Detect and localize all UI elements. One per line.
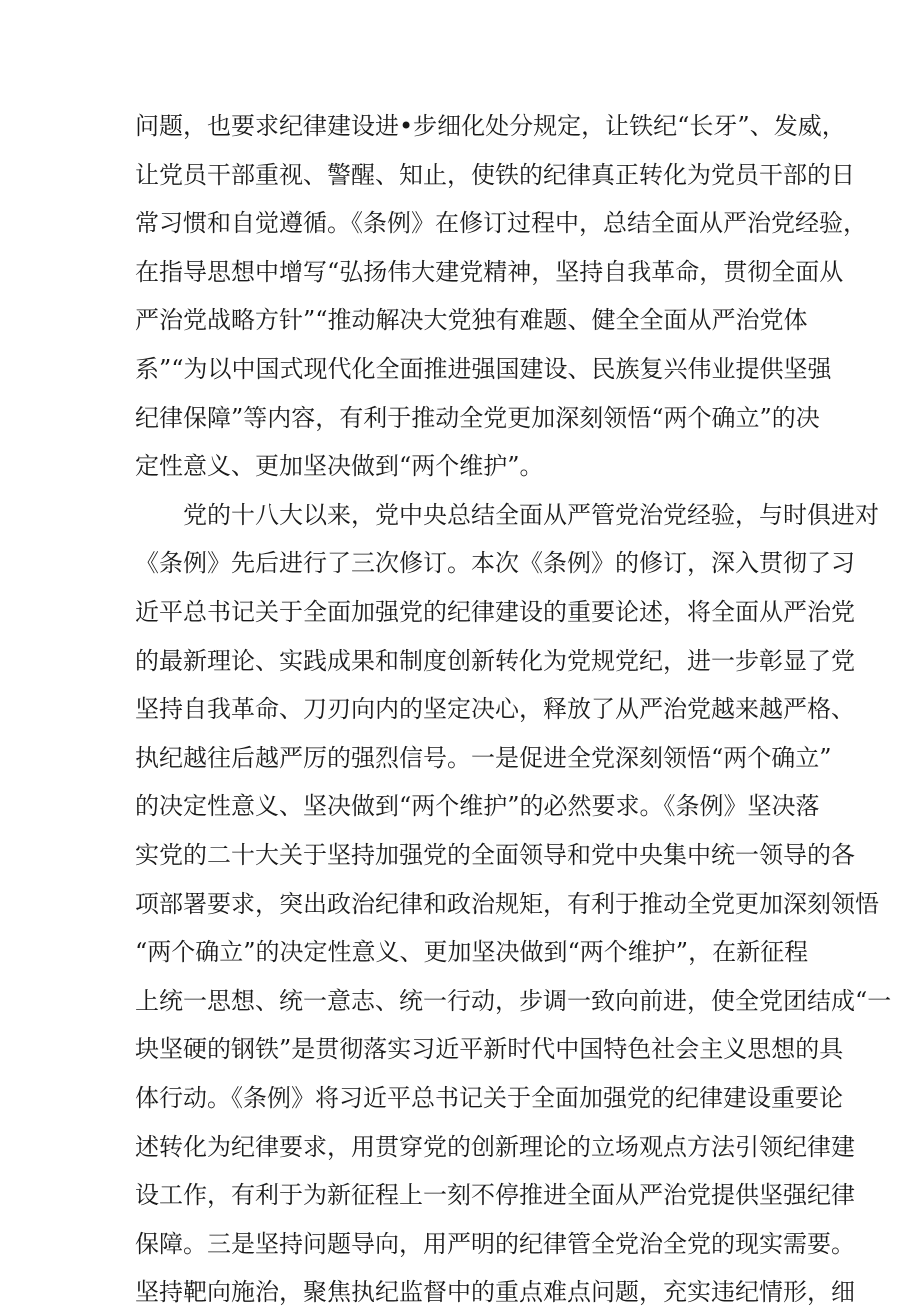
text-line: 上统一思想、统一意志、统一行动，步调一致向前进，使全党团结成“一 xyxy=(135,987,892,1015)
text-line: 在指导思想中增写“弘扬伟大建党精神，坚持自我革命，贯彻全面从 xyxy=(135,258,844,286)
text-line: 体行动。《条例》将习近平总书记关于全面加强党的纪律建设重要论 xyxy=(135,1084,843,1112)
text-line: 的最新理论、实践成果和制度创新转化为党规党纪，进一步彰显了党 xyxy=(135,647,855,675)
text-line: 常习惯和自觉遵循。《条例》在修订过程中，总结全面从严治党经验， xyxy=(135,209,867,237)
text-line: 系”“为以中国式现代化全面推进强国建设、民族复兴伟业提供坚强 xyxy=(135,355,832,383)
text-line: 的决定性意义、坚决做到“两个维护”的必然要求。《条例》坚决落 xyxy=(135,792,820,820)
text-line: 块坚硬的钢铁”是贯彻落实习近平新时代中国特色社会主义思想的具 xyxy=(135,1035,844,1063)
text-line: 坚持自我革命、刀刃向内的坚定决心，释放了从严治党越来越严格、 xyxy=(135,695,855,723)
text-line: “两个确立”的决定性意义、更加坚决做到“两个维护”，在新征程 xyxy=(135,938,809,966)
text-line: 保障。三是坚持问题导向，用严明的纪律管全党治全党的现实需要。 xyxy=(135,1230,855,1258)
text-line: 严治党战略方针”“推动解决大党独有难题、健全全面从严治党体 xyxy=(135,306,808,334)
text-line: 述转化为纪律要求，用贯穿党的创新理论的立场观点方法引领纪律建 xyxy=(135,1133,855,1161)
text-line: 实党的二十大关于坚持加强党的全面领导和党中央集中统一领导的各 xyxy=(135,841,855,869)
text-line: 《条例》先后进行了三次修订。本次《条例》的修订，深入贯彻了习 xyxy=(135,549,855,577)
text-line: 执纪越往后越严厉的强烈信号。一是促进全党深刻领悟“两个确立” xyxy=(135,744,832,772)
text-line: 纪律保障”等内容，有利于推动全党更加深刻领悟“两个确立”的决 xyxy=(135,404,820,432)
paragraph-end-line: 定性意义、更加坚决做到“两个维护”。 xyxy=(135,452,544,480)
text-line: 近平总书记关于全面加强党的纪律建设的重要论述，将全面从严治党 xyxy=(135,598,855,626)
paragraph-first-line: 党的十八大以来，党中央总结全面从严管党治党经验，与时俱进对 xyxy=(183,501,879,529)
text-line: 设工作，有利于为新征程上一刻不停推进全面从严治党提供坚强纪律 xyxy=(135,1181,855,1209)
text-line: 项部署要求，突出政治纪律和政治规矩，有利于推动全党更加深刻领悟 xyxy=(135,890,879,918)
text-line: 问题，也要求纪律建设进•步细化处分规定，让铁纪“长牙”、发威， xyxy=(135,112,846,140)
text-line: 坚持靶向施治，聚焦执纪监督中的重点难点问题，充实违纪情形，细 xyxy=(135,1278,855,1306)
text-line: 让党员干部重视、警醒、知止，使铁的纪律真正转化为党员干部的日 xyxy=(135,161,855,189)
